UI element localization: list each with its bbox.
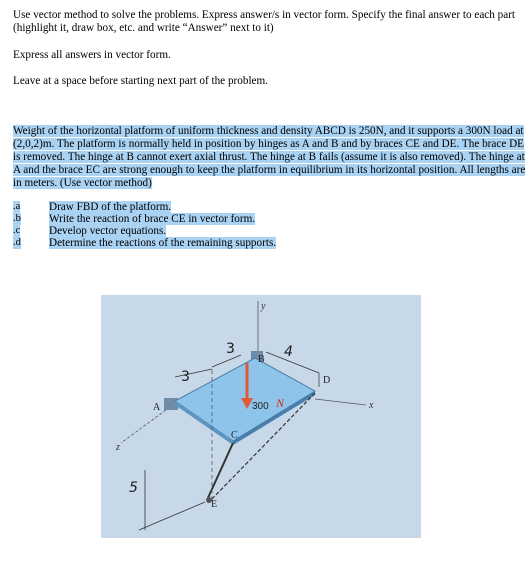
label-a: A [153,402,161,413]
part-b-text: Write the reaction of brace CE in vector form. [49,213,256,225]
instruction-line-4: Leave at a space before starting next part of the problem. [13,75,269,87]
instruction-line-2: (highlight it, draw box, etc. and write “Answer” next to it) [13,22,274,34]
handwritten-dimension-top-right: 4 [284,344,293,360]
instruction-line-1: Use vector method to solve the problems. Express answer/s in vector form. Specify the final answer to each part [13,9,516,21]
problem-line-4: A and the brace EC are strong enough to keep the platform in equilibrium in its horizontal position. All lengths are [13,164,526,176]
label-e: E [211,499,218,510]
label-b: B [258,354,265,365]
part-b-label: .b [13,213,21,224]
part-c-label: .c [13,225,21,236]
z-axis-label: z [116,442,120,453]
platform-diagram [101,295,421,538]
load-value: 300 [252,401,269,412]
part-a-text: Draw FBD of the platform. [49,201,172,213]
label-c: C [231,430,238,441]
x-axis-label: x [369,400,374,411]
y-axis-label: y [261,301,266,312]
label-d: D [323,375,331,386]
load-unit: N [276,396,285,410]
handwritten-dimension-top-mid: 3 [226,341,235,357]
part-a-label: .a [13,201,21,212]
part-c-text: Develop vector equations. [49,225,167,237]
problem-line-1: Weight of the horizontal platform of uniform thickness and density ABCD is 250N, and it supports a 300N load at [13,125,524,137]
part-d-text: Determine the reactions of the remaining supports. [49,237,277,249]
handwritten-dimension-vertical: 5 [129,480,138,496]
problem-line-2: (2,0,2)m. The platform is normally held in position by hinges as A and B and by braces CE and DE. The brace DE [13,138,525,150]
problem-line-5: in meters. (Use vector method) [13,177,152,189]
instruction-line-3: Express all answers in vector form. [13,49,171,61]
handwritten-dimension-top-left: 3 [181,369,190,385]
problem-line-3: is removed. The hinge at B cannot exert axial thrust. The hinge at B fails (assume it is also removed). The hinge at [13,151,525,163]
part-d-label: .d [13,237,21,248]
platform-figure [101,295,421,538]
